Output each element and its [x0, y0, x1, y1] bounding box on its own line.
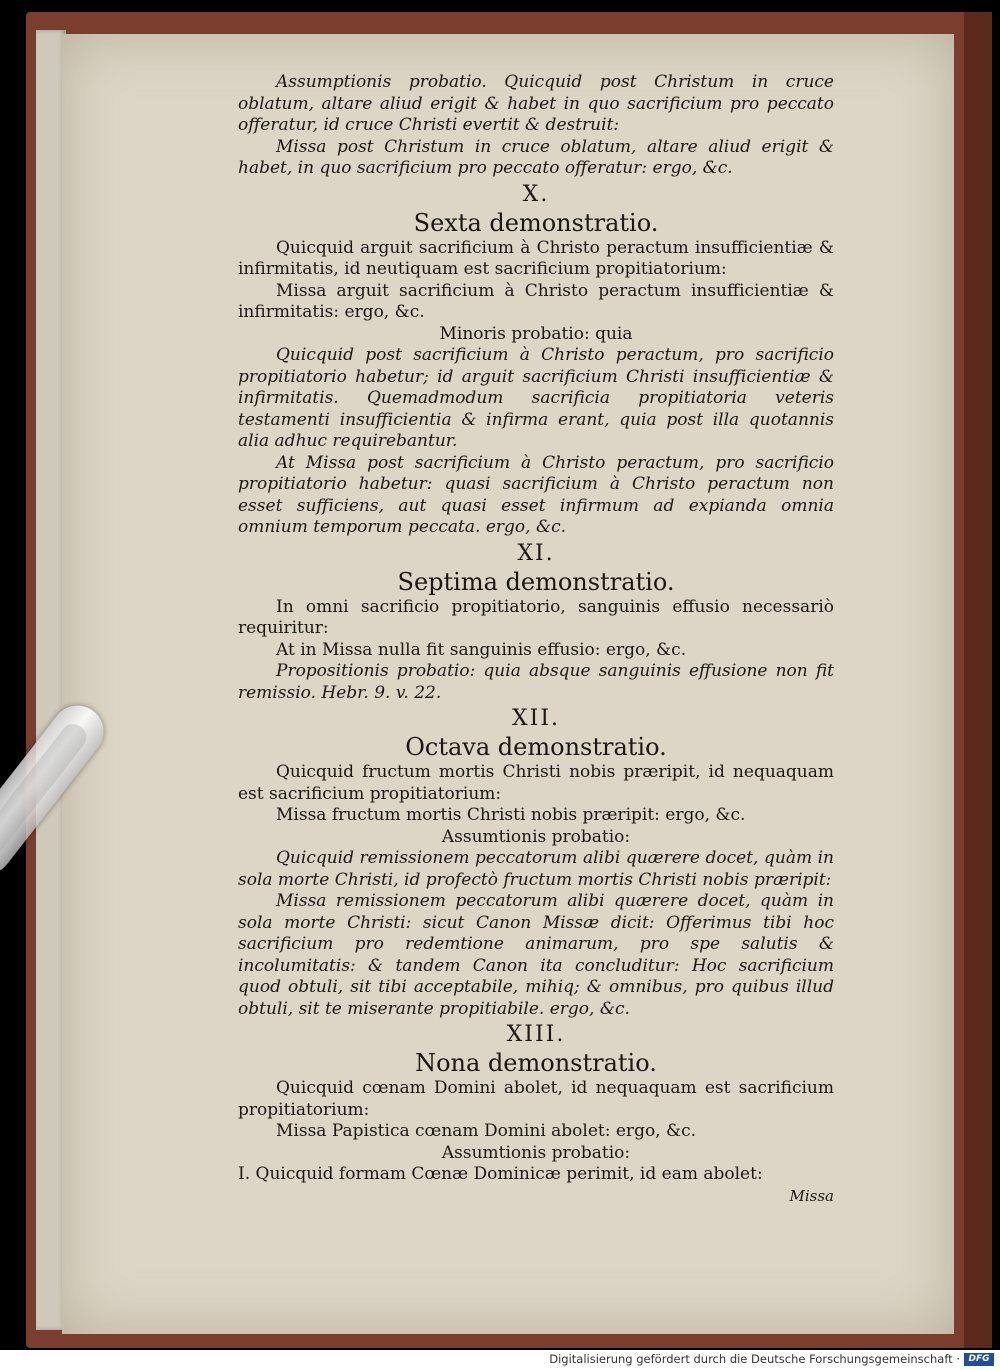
text-line: At in Missa nulla fit sanguinis effusio: ergo, &c.	[276, 639, 687, 660]
section-heading: Octava demonstratio.	[405, 733, 667, 761]
catchword: Missa	[789, 1186, 834, 1205]
cover-spine-edge	[964, 12, 992, 1348]
funding-notice: Digitalisierung gefördert durch die Deutsche Forschungsgemeinschaft ·	[549, 1352, 960, 1366]
text-line: Quicquid fructum mortis Christi nobis præripit, id nequaquam est sacrificium propitiatorium:	[238, 762, 834, 804]
subheading: Assumtionis probatio:	[441, 826, 631, 847]
footer-bar	[0, 1350, 1000, 1370]
text-line: Quicquid remissionem peccatorum alibi quærere docet, quàm in sola morte Christi, id profectò fructum mortis Christi nobis præripit:	[238, 848, 834, 890]
dfg-logo-icon: DFG	[964, 1353, 994, 1366]
text-line: Propositionis probatio: quia absque sanguinis effusione non fit remissio. Hebr. 9. v. 22.	[238, 661, 834, 703]
text-line: Quicquid cœnam Domini abolet, id nequaquam est sacrificium propitiatorium:	[238, 1078, 834, 1120]
page-text	[238, 72, 834, 1207]
section-numeral: XI.	[517, 540, 555, 566]
text-line: Missa remissionem peccatorum alibi quærere docet, quàm in sola morte Christi: sicut Canon Missæ dicit: Offerimus tibi hoc sacrificium pro redemtione animarum, pro spe salutis & incolumitatis: & tandem Canon ita concluditur: Hoc sacrificium quod obtuli, sit tibi acceptabile, mihiq; & omnibus, pro quibus illud obtuli, sit te miserante propitiabile. ergo, &c.	[238, 891, 834, 1019]
section-numeral: XIII.	[506, 1022, 566, 1047]
section-numeral: XII.	[511, 706, 561, 731]
text-line: Quicquid post sacrificium à Christo peractum, pro sacrificio propitiatorio habetur; id arguit sacrificium Christi insufficientiæ & infirmitatis. Quemadmodum sacrificia propitiatoria veteris testamenti insufficientia & infirma erant, quia post illa quotannis alia adhuc requirebantur.	[238, 345, 834, 451]
subheading: Minoris probatio: quia	[439, 323, 633, 344]
text-line: Missa Papistica cœnam Domini abolet: ergo, &c.	[276, 1121, 697, 1141]
text-line: Assumptionis probatio. Quicquid post Christum in cruce oblatum, altare aliud erigit & habet in quo sacrificium pro peccato offeratur, id cruce Christi evertit & destruit:	[238, 72, 834, 135]
text-line: Quicquid arguit sacrificium à Christo peractum insufficientiæ & infirmitatis, id neutiquam est sacrificium propitiatorium:	[238, 237, 834, 279]
text-line: In omni sacrificio propitiatorio, sanguinis effusio necessariò requiritur:	[238, 596, 834, 638]
section-heading: Nona demonstratio.	[415, 1049, 657, 1077]
section-numeral: X.	[522, 181, 550, 207]
subheading: Assumtionis probatio:	[441, 1142, 631, 1163]
text-line: Missa post Christum in cruce oblatum, altare aliud erigit & habet, in quo sacrificium pro peccato offeratur: ergo, &c.	[238, 136, 834, 178]
text-line: Missa arguit sacrificium à Christo peractum insufficientiæ & infirmitatis: ergo, &c.	[238, 280, 834, 322]
text-line: Missa fructum mortis Christi nobis præripit: ergo, &c.	[276, 805, 746, 825]
section-heading: Septima demonstratio.	[397, 567, 675, 596]
text-line: At Missa post sacrificium à Christo peractum, pro sacrificio propitiatorio habetur: quasi sacrificium à Christo peractum non esset sufficiens, aut quasi esset infirmum ad expianda omnia omnium temporum peccata. ergo, &c.	[238, 452, 834, 537]
section-heading: Sexta demonstratio.	[413, 208, 659, 237]
text-line: I. Quicquid formam Cœnæ Dominicæ perimit, id eam abolet:	[238, 1164, 763, 1184]
